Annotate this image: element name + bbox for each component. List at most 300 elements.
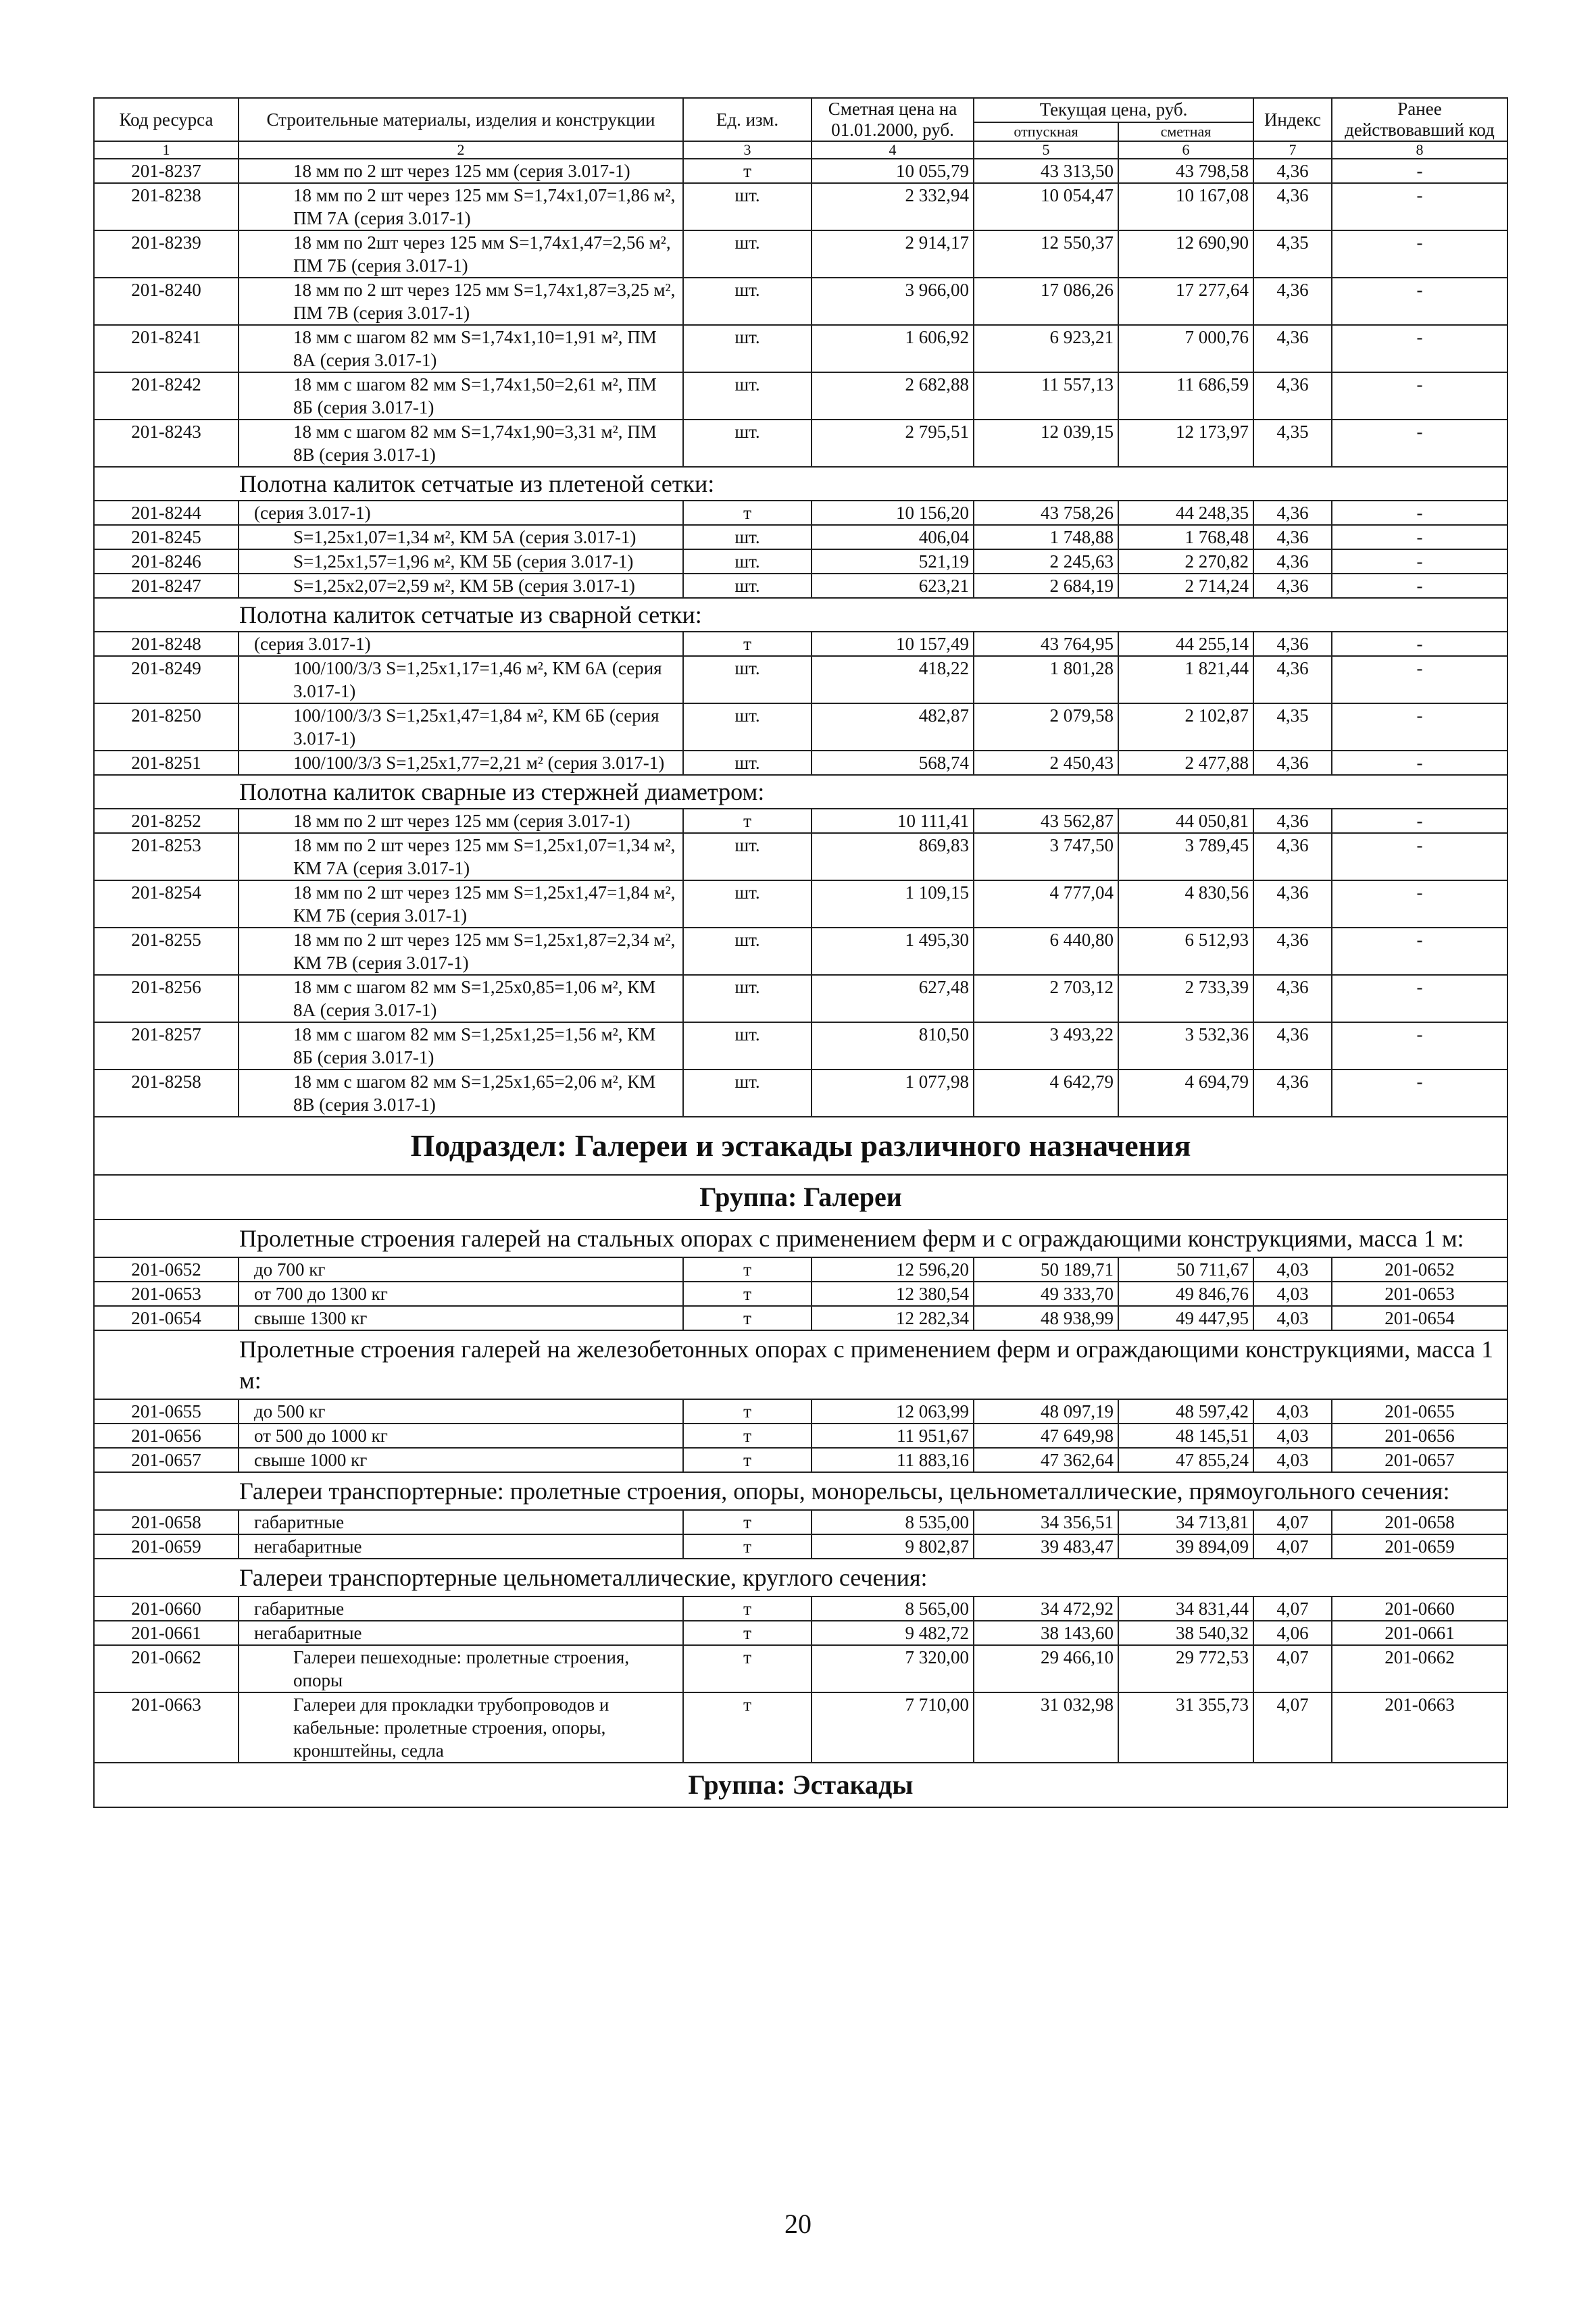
unit: шт.	[683, 574, 812, 598]
price-index: 4,36	[1253, 751, 1332, 775]
estimate-price: 2 102,87	[1118, 703, 1253, 751]
estimate-price: 43 798,58	[1118, 159, 1253, 183]
estimate-price: 4 830,56	[1118, 880, 1253, 928]
release-price: 50 189,71	[974, 1257, 1118, 1282]
previous-code: -	[1332, 833, 1507, 880]
release-price: 34 356,51	[974, 1510, 1118, 1534]
material-description: S=1,25х2,07=2,59 м², КМ 5В (серия 3.017-1)	[239, 574, 683, 598]
column-number: 8	[1332, 141, 1507, 159]
header-est-price: Сметная цена на 01.01.2000, руб.	[812, 98, 974, 141]
previous-code: -	[1332, 159, 1507, 183]
unit: шт.	[683, 703, 812, 751]
group-description-row	[94, 1472, 1507, 1510]
release-price: 43 758,26	[974, 501, 1118, 525]
price-index: 4,35	[1253, 703, 1332, 751]
price-index: 4,36	[1253, 183, 1332, 230]
resource-code: 201-0663	[94, 1692, 239, 1763]
previous-code: -	[1332, 632, 1507, 656]
unit: шт.	[683, 372, 812, 420]
unit: т	[683, 1510, 812, 1534]
price-index: 4,07	[1253, 1510, 1332, 1534]
base-price: 12 282,34	[812, 1306, 974, 1330]
material-description: от 500 до 1000 кг	[239, 1424, 683, 1448]
previous-code: -	[1332, 183, 1507, 230]
previous-code: -	[1332, 1070, 1507, 1117]
table-row	[94, 230, 1507, 278]
page-number: 20	[784, 2209, 812, 2239]
estimate-price: 4 694,79	[1118, 1070, 1253, 1117]
resource-code: 201-8251	[94, 751, 239, 775]
previous-code: 201-0660	[1332, 1596, 1507, 1621]
subsection-heading: Подраздел: Галереи и эстакады различного назначения	[94, 1117, 1507, 1175]
table-row	[94, 1596, 1507, 1621]
price-index: 4,36	[1253, 525, 1332, 549]
material-description: 100/100/3/3 S=1,25х1,77=2,21 м² (серия 3.017-1)	[239, 751, 683, 775]
resource-code: 201-8243	[94, 420, 239, 467]
material-description: 18 мм с шагом 82 мм S=1,74х1,50=2,61 м², ПМ 8Б (серия 3.017-1)	[239, 372, 683, 420]
release-price: 2 245,63	[974, 549, 1118, 574]
column-number: 7	[1253, 141, 1332, 159]
material-description: S=1,25х1,57=1,96 м², КМ 5Б (серия 3.017-1)	[239, 549, 683, 574]
table-row	[94, 703, 1507, 751]
unit: шт.	[683, 751, 812, 775]
unit: т	[683, 632, 812, 656]
table-row	[94, 975, 1507, 1022]
base-price: 521,19	[812, 549, 974, 574]
base-price: 810,50	[812, 1022, 974, 1070]
price-index: 4,03	[1253, 1257, 1332, 1282]
table-row	[94, 278, 1507, 325]
previous-code: -	[1332, 420, 1507, 467]
resource-code: 201-8249	[94, 656, 239, 703]
previous-code: 201-0659	[1332, 1534, 1507, 1559]
release-price: 31 032,98	[974, 1692, 1118, 1763]
release-price: 38 143,60	[974, 1621, 1118, 1645]
base-price: 8 565,00	[812, 1596, 974, 1621]
material-description: 100/100/3/3 S=1,25х1,47=1,84 м², КМ 6Б (серия 3.017-1)	[239, 703, 683, 751]
release-price: 12 039,15	[974, 420, 1118, 467]
material-description: (серия 3.017-1)	[239, 501, 683, 525]
unit: шт.	[683, 325, 812, 372]
price-index: 4,36	[1253, 372, 1332, 420]
release-price: 3 747,50	[974, 833, 1118, 880]
resource-code: 201-0655	[94, 1399, 239, 1424]
unit: т	[683, 1621, 812, 1645]
base-price: 1 077,98	[812, 1070, 974, 1117]
price-index: 4,36	[1253, 501, 1332, 525]
material-description: габаритные	[239, 1596, 683, 1621]
unit: шт.	[683, 1070, 812, 1117]
unit: т	[683, 809, 812, 833]
release-price: 49 333,70	[974, 1282, 1118, 1306]
release-price: 4 642,79	[974, 1070, 1118, 1117]
table-row	[94, 325, 1507, 372]
material-description: (серия 3.017-1)	[239, 632, 683, 656]
estimate-price: 12 173,97	[1118, 420, 1253, 467]
price-index: 4,36	[1253, 549, 1332, 574]
material-description: Галереи для прокладки трубопроводов и кабельные: пролетные строения, опоры, кронштейны, седла	[239, 1692, 683, 1763]
estimate-price: 48 145,51	[1118, 1424, 1253, 1448]
price-index: 4,35	[1253, 420, 1332, 467]
base-price: 9 802,87	[812, 1534, 974, 1559]
estimate-price: 31 355,73	[1118, 1692, 1253, 1763]
estimate-price: 34 713,81	[1118, 1510, 1253, 1534]
resource-code: 201-8244	[94, 501, 239, 525]
table-row	[94, 1399, 1507, 1424]
release-price: 43 764,95	[974, 632, 1118, 656]
material-description: 100/100/3/3 S=1,25х1,17=1,46 м², КМ 6А (серия 3.017-1)	[239, 656, 683, 703]
base-price: 1 109,15	[812, 880, 974, 928]
material-description: от 700 до 1300 кг	[239, 1282, 683, 1306]
release-price: 29 466,10	[974, 1645, 1118, 1692]
price-index: 4,36	[1253, 880, 1332, 928]
subsection-heading-row	[94, 1117, 1507, 1175]
estimate-price: 7 000,76	[1118, 325, 1253, 372]
estimate-price: 47 855,24	[1118, 1448, 1253, 1472]
release-price: 3 493,22	[974, 1022, 1118, 1070]
price-index: 4,35	[1253, 230, 1332, 278]
material-description: 18 мм с шагом 82 мм S=1,74х1,10=1,91 м², ПМ 8А (серия 3.017-1)	[239, 325, 683, 372]
table-header-row-1	[94, 98, 1507, 122]
previous-code: -	[1332, 501, 1507, 525]
resource-code: 201-0658	[94, 1510, 239, 1534]
table-row	[94, 372, 1507, 420]
estimate-price: 49 447,95	[1118, 1306, 1253, 1330]
price-index: 4,36	[1253, 159, 1332, 183]
header-code: Код ресурса	[94, 98, 239, 141]
unit: т	[683, 1448, 812, 1472]
table-row	[94, 159, 1507, 183]
estimate-price: 6 512,93	[1118, 928, 1253, 975]
resource-code: 201-8239	[94, 230, 239, 278]
price-index: 4,36	[1253, 632, 1332, 656]
previous-code: -	[1332, 809, 1507, 833]
base-price: 406,04	[812, 525, 974, 549]
previous-code: -	[1332, 372, 1507, 420]
group-heading: Группа: Галереи	[94, 1175, 1507, 1219]
price-index: 4,06	[1253, 1621, 1332, 1645]
unit: т	[683, 1306, 812, 1330]
table-row	[94, 1022, 1507, 1070]
release-price: 2 450,43	[974, 751, 1118, 775]
group-description: Пролетные строения галерей на железобетонных опорах с применением ферм и ограждающими конструкциями, масса 1 м:	[94, 1330, 1507, 1399]
release-price: 48 938,99	[974, 1306, 1118, 1330]
table-row	[94, 549, 1507, 574]
unit: т	[683, 159, 812, 183]
price-index: 4,07	[1253, 1645, 1332, 1692]
table-row	[94, 751, 1507, 775]
previous-code: 201-0653	[1332, 1282, 1507, 1306]
resource-code: 201-0654	[94, 1306, 239, 1330]
estimate-price: 39 894,09	[1118, 1534, 1253, 1559]
release-price: 2 684,19	[974, 574, 1118, 598]
group-heading: Группа: Эстакады	[94, 1763, 1507, 1807]
table-row	[94, 632, 1507, 656]
price-index: 4,07	[1253, 1692, 1332, 1763]
release-price: 10 054,47	[974, 183, 1118, 230]
price-table-sheet	[93, 97, 1507, 1808]
price-index: 4,36	[1253, 656, 1332, 703]
resource-code: 201-8250	[94, 703, 239, 751]
section-heading: Полотна калиток сетчатые из плетеной сетки:	[94, 467, 1507, 501]
base-price: 9 482,72	[812, 1621, 974, 1645]
group-heading-row	[94, 1175, 1507, 1219]
table-row	[94, 1692, 1507, 1763]
base-price: 568,74	[812, 751, 974, 775]
column-number: 1	[94, 141, 239, 159]
estimate-price: 48 597,42	[1118, 1399, 1253, 1424]
previous-code: -	[1332, 703, 1507, 751]
resource-code: 201-8240	[94, 278, 239, 325]
resource-code: 201-8241	[94, 325, 239, 372]
header-cur-price: Текущая цена, руб.	[974, 98, 1253, 122]
price-index: 4,03	[1253, 1306, 1332, 1330]
price-index: 4,36	[1253, 278, 1332, 325]
price-index: 4,36	[1253, 975, 1332, 1022]
resource-code: 201-8238	[94, 183, 239, 230]
base-price: 7 710,00	[812, 1692, 974, 1763]
base-price: 12 596,20	[812, 1257, 974, 1282]
previous-code: -	[1332, 525, 1507, 549]
previous-code: -	[1332, 975, 1507, 1022]
base-price: 418,22	[812, 656, 974, 703]
base-price: 2 795,51	[812, 420, 974, 467]
previous-code: 201-0654	[1332, 1306, 1507, 1330]
release-price: 34 472,92	[974, 1596, 1118, 1621]
material-description: 18 мм по 2 шт через 125 мм S=1,25х1,07=1,34 м², КМ 7А (серия 3.017-1)	[239, 833, 683, 880]
resource-code: 201-8253	[94, 833, 239, 880]
base-price: 11 883,16	[812, 1448, 974, 1472]
material-description: 18 мм по 2 шт через 125 мм (серия 3.017-1)	[239, 809, 683, 833]
estimate-price: 1 821,44	[1118, 656, 1253, 703]
table-row	[94, 1070, 1507, 1117]
base-price: 10 157,49	[812, 632, 974, 656]
estimate-price: 44 255,14	[1118, 632, 1253, 656]
base-price: 627,48	[812, 975, 974, 1022]
column-number: 2	[239, 141, 683, 159]
unit: шт.	[683, 230, 812, 278]
material-description: свыше 1300 кг	[239, 1306, 683, 1330]
release-price: 48 097,19	[974, 1399, 1118, 1424]
section-heading-row	[94, 598, 1507, 632]
previous-code: 201-0655	[1332, 1399, 1507, 1424]
section-heading: Полотна калиток сетчатые из сварной сетки:	[94, 598, 1507, 632]
estimate-price: 11 686,59	[1118, 372, 1253, 420]
release-price: 6 923,21	[974, 325, 1118, 372]
unit: т	[683, 1645, 812, 1692]
base-price: 1 606,92	[812, 325, 974, 372]
table-row	[94, 656, 1507, 703]
resource-code: 201-8258	[94, 1070, 239, 1117]
previous-code: -	[1332, 1022, 1507, 1070]
base-price: 10 055,79	[812, 159, 974, 183]
header-prev-code: Ранее действовавший код	[1332, 98, 1507, 141]
table-row	[94, 501, 1507, 525]
base-price: 1 495,30	[812, 928, 974, 975]
table-row	[94, 1645, 1507, 1692]
unit: т	[683, 1257, 812, 1282]
group-heading-row	[94, 1763, 1507, 1807]
material-description: 18 мм с шагом 82 мм S=1,74х1,90=3,31 м², ПМ 8В (серия 3.017-1)	[239, 420, 683, 467]
price-index: 4,36	[1253, 928, 1332, 975]
column-number: 5	[974, 141, 1118, 159]
group-description: Галереи транспортерные: пролетные строения, опоры, монорельсы, цельнометаллические, прямоугольного сечения:	[94, 1472, 1507, 1510]
estimate-price: 17 277,64	[1118, 278, 1253, 325]
resource-code: 201-0653	[94, 1282, 239, 1306]
material-description: 18 мм по 2шт через 125 мм S=1,74х1,47=2,56 м², ПМ 7Б (серия 3.017-1)	[239, 230, 683, 278]
previous-code: -	[1332, 751, 1507, 775]
resource-code: 201-0662	[94, 1645, 239, 1692]
base-price: 10 111,41	[812, 809, 974, 833]
base-price: 8 535,00	[812, 1510, 974, 1534]
estimate-price: 2 477,88	[1118, 751, 1253, 775]
unit: шт.	[683, 525, 812, 549]
previous-code: 201-0658	[1332, 1510, 1507, 1534]
column-number: 4	[812, 141, 974, 159]
previous-code: 201-0657	[1332, 1448, 1507, 1472]
release-price: 11 557,13	[974, 372, 1118, 420]
price-table	[93, 97, 1508, 1808]
table-row	[94, 1621, 1507, 1645]
resource-code: 201-0661	[94, 1621, 239, 1645]
release-price: 6 440,80	[974, 928, 1118, 975]
base-price: 12 063,99	[812, 1399, 974, 1424]
release-price: 43 562,87	[974, 809, 1118, 833]
price-index: 4,03	[1253, 1448, 1332, 1472]
resource-code: 201-0657	[94, 1448, 239, 1472]
resource-code: 201-8247	[94, 574, 239, 598]
material-description: до 500 кг	[239, 1399, 683, 1424]
table-row	[94, 1424, 1507, 1448]
unit: шт.	[683, 1022, 812, 1070]
previous-code: -	[1332, 574, 1507, 598]
previous-code: -	[1332, 880, 1507, 928]
base-price: 11 951,67	[812, 1424, 974, 1448]
resource-code: 201-0660	[94, 1596, 239, 1621]
release-price: 39 483,47	[974, 1534, 1118, 1559]
section-heading: Полотна калиток сварные из стержней диаметром:	[94, 775, 1507, 809]
material-description: 18 мм по 2 шт через 125 мм S=1,74х1,87=3,25 м², ПМ 7В (серия 3.017-1)	[239, 278, 683, 325]
estimate-price: 49 846,76	[1118, 1282, 1253, 1306]
unit: шт.	[683, 549, 812, 574]
table-row	[94, 1306, 1507, 1330]
estimate-price: 44 050,81	[1118, 809, 1253, 833]
base-price: 2 682,88	[812, 372, 974, 420]
header-unit: Ед. изм.	[683, 98, 812, 141]
estimate-price: 50 711,67	[1118, 1257, 1253, 1282]
release-price: 47 649,98	[974, 1424, 1118, 1448]
estimate-price: 10 167,08	[1118, 183, 1253, 230]
resource-code: 201-8255	[94, 928, 239, 975]
base-price: 2 914,17	[812, 230, 974, 278]
price-index: 4,36	[1253, 1070, 1332, 1117]
material-description: габаритные	[239, 1510, 683, 1534]
previous-code: -	[1332, 325, 1507, 372]
base-price: 869,83	[812, 833, 974, 880]
resource-code: 201-8252	[94, 809, 239, 833]
price-index: 4,36	[1253, 833, 1332, 880]
unit: т	[683, 1692, 812, 1763]
release-price: 1 801,28	[974, 656, 1118, 703]
estimate-price: 12 690,90	[1118, 230, 1253, 278]
resource-code: 201-8237	[94, 159, 239, 183]
table-row	[94, 833, 1507, 880]
previous-code: 201-0662	[1332, 1645, 1507, 1692]
unit: т	[683, 501, 812, 525]
price-index: 4,07	[1253, 1596, 1332, 1621]
price-index: 4,36	[1253, 1022, 1332, 1070]
material-description: 18 мм по 2 шт через 125 мм S=1,25х1,87=2,34 м², КМ 7В (серия 3.017-1)	[239, 928, 683, 975]
release-price: 2 079,58	[974, 703, 1118, 751]
resource-code: 201-0659	[94, 1534, 239, 1559]
resource-code: 201-0656	[94, 1424, 239, 1448]
base-price: 7 320,00	[812, 1645, 974, 1692]
estimate-price: 1 768,48	[1118, 525, 1253, 549]
estimate-price: 38 540,32	[1118, 1621, 1253, 1645]
unit: т	[683, 1424, 812, 1448]
base-price: 10 156,20	[812, 501, 974, 525]
resource-code: 201-8246	[94, 549, 239, 574]
table-row	[94, 1282, 1507, 1306]
table-row	[94, 420, 1507, 467]
previous-code: -	[1332, 230, 1507, 278]
resource-code: 201-0652	[94, 1257, 239, 1282]
price-index: 4,03	[1253, 1282, 1332, 1306]
table-row	[94, 928, 1507, 975]
group-description: Пролетные строения галерей на стальных опорах с применением ферм и с ограждающими конструкциями, масса 1 м:	[94, 1219, 1507, 1257]
release-price: 47 362,64	[974, 1448, 1118, 1472]
release-price: 1 748,88	[974, 525, 1118, 549]
previous-code: 201-0652	[1332, 1257, 1507, 1282]
price-index: 4,03	[1253, 1399, 1332, 1424]
estimate-price: 44 248,35	[1118, 501, 1253, 525]
group-description-row	[94, 1559, 1507, 1596]
resource-code: 201-8245	[94, 525, 239, 549]
material-description: негабаритные	[239, 1534, 683, 1559]
material-description: 18 мм с шагом 82 мм S=1,25х1,25=1,56 м², КМ 8Б (серия 3.017-1)	[239, 1022, 683, 1070]
resource-code: 201-8242	[94, 372, 239, 420]
release-price: 17 086,26	[974, 278, 1118, 325]
previous-code: 201-0656	[1332, 1424, 1507, 1448]
previous-code: -	[1332, 928, 1507, 975]
unit: шт.	[683, 833, 812, 880]
header-release: отпускная	[974, 122, 1118, 141]
unit: шт.	[683, 278, 812, 325]
release-price: 4 777,04	[974, 880, 1118, 928]
unit: т	[683, 1282, 812, 1306]
estimate-price: 2 733,39	[1118, 975, 1253, 1022]
base-price: 2 332,94	[812, 183, 974, 230]
material-description: негабаритные	[239, 1621, 683, 1645]
material-description: свыше 1000 кг	[239, 1448, 683, 1472]
unit: шт.	[683, 183, 812, 230]
unit: шт.	[683, 880, 812, 928]
release-price: 43 313,50	[974, 159, 1118, 183]
header-estimate: сметная	[1118, 122, 1253, 141]
price-index: 4,36	[1253, 809, 1332, 833]
table-row	[94, 1448, 1507, 1472]
material-description: 18 мм по 2 шт через 125 мм S=1,25х1,47=1,84 м², КМ 7Б (серия 3.017-1)	[239, 880, 683, 928]
estimate-price: 29 772,53	[1118, 1645, 1253, 1692]
unit: шт.	[683, 656, 812, 703]
section-heading-row	[94, 775, 1507, 809]
previous-code: 201-0663	[1332, 1692, 1507, 1763]
material-description: 18 мм по 2 шт через 125 мм (серия 3.017-1)	[239, 159, 683, 183]
price-index: 4,36	[1253, 574, 1332, 598]
table-row	[94, 809, 1507, 833]
column-number: 6	[1118, 141, 1253, 159]
base-price: 623,21	[812, 574, 974, 598]
